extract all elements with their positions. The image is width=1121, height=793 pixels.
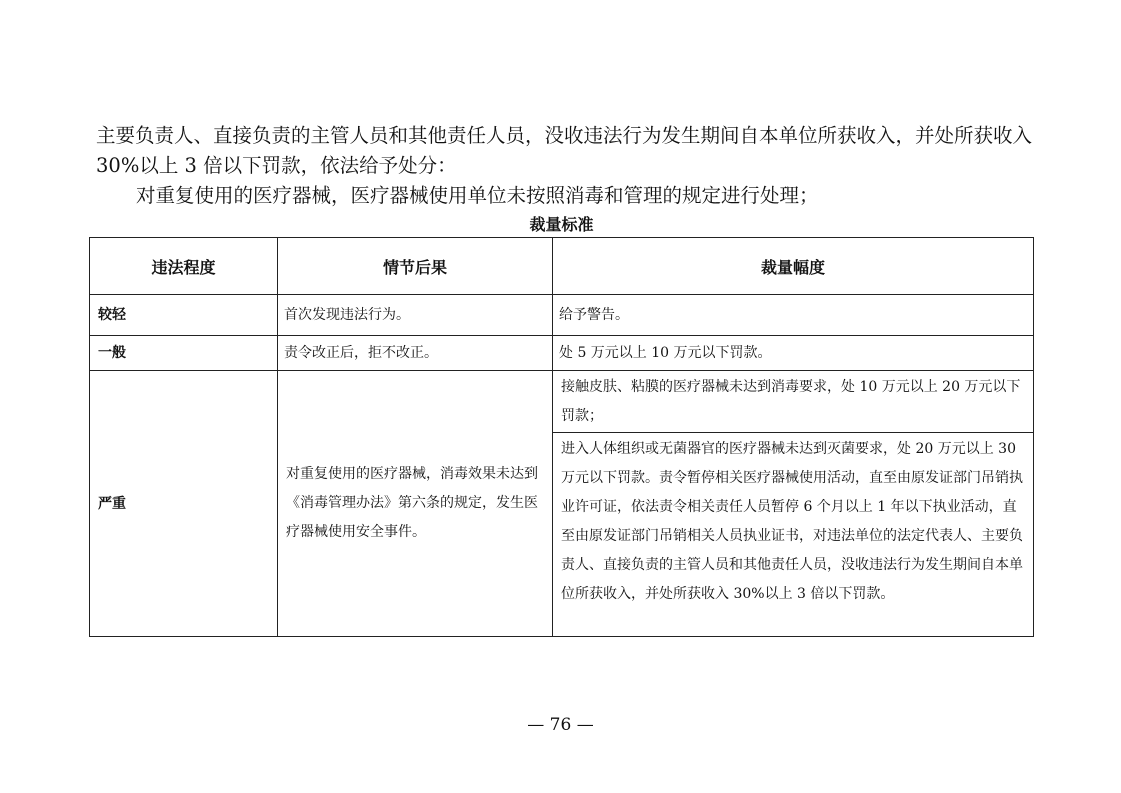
row-degree: 较轻 [90, 295, 278, 336]
row-penalty-part-b: 进入人体组织或无菌器官的医疗器械未达到灭菌要求，处 20 万元以上 30 万元以下罚款。责令暂停相关医疗器械使用活动，直至由原发证部门吊销执业许可证，依法责令相关责任人员暂停 6 个月以上 1 年以下执业活动，直至由原发证部门吊销相关人员执业证书，对违法单位的法定代表人、主要负责人、直接负责的主管人员和其他责任人员，没收违法行为发生期间自本单位所获收入，并处所获收入 30%以上 3 倍以下罚款。 [553, 432, 1033, 611]
row-penalty: 处 5 万元以上 10 万元以下罚款。 [553, 336, 1034, 371]
row-circumstance: 对重复使用的医疗器械，消毒效果未达到《消毒管理办法》第六条的规定，发生医疗器械使用安全事件。 [278, 371, 553, 637]
table-caption: 裁量标准 [529, 215, 594, 234]
page-number: — 76 — [527, 715, 594, 735]
header-penalty-range: 裁量幅度 [553, 238, 1034, 295]
row-degree: 严重 [90, 371, 278, 637]
header-circumstance: 情节后果 [278, 238, 553, 295]
penalty-standards-table [89, 237, 1034, 637]
body-paragraph-2: 对重复使用的医疗器械，医疗器械使用单位未按照消毒和管理的规定进行处理； [136, 184, 819, 207]
row-penalty: 给予警告。 [553, 295, 1034, 336]
body-paragraph-1: 主要负责人、直接负责的主管人员和其他责任人员，没收违法行为发生期间自本单位所获收入，并处所获收入 30%以上 3 倍以下罚款，依法给予处分： [96, 124, 1033, 177]
row-penalty-part-a: 接触皮肤、粘膜的医疗器械未达到消毒要求，处 10 万元以上 20 万元以下罚款； [561, 379, 1021, 424]
row-penalty-cell [553, 371, 1034, 637]
table-row [90, 336, 1034, 371]
row-circumstance: 责令改正后，拒不改正。 [278, 336, 553, 371]
row-degree: 一般 [90, 336, 278, 371]
table-row [90, 295, 1034, 336]
table-header-row [90, 238, 1034, 295]
table-row [90, 371, 1034, 637]
header-violation-degree: 违法程度 [90, 238, 278, 295]
row-circumstance: 首次发现违法行为。 [278, 295, 553, 336]
